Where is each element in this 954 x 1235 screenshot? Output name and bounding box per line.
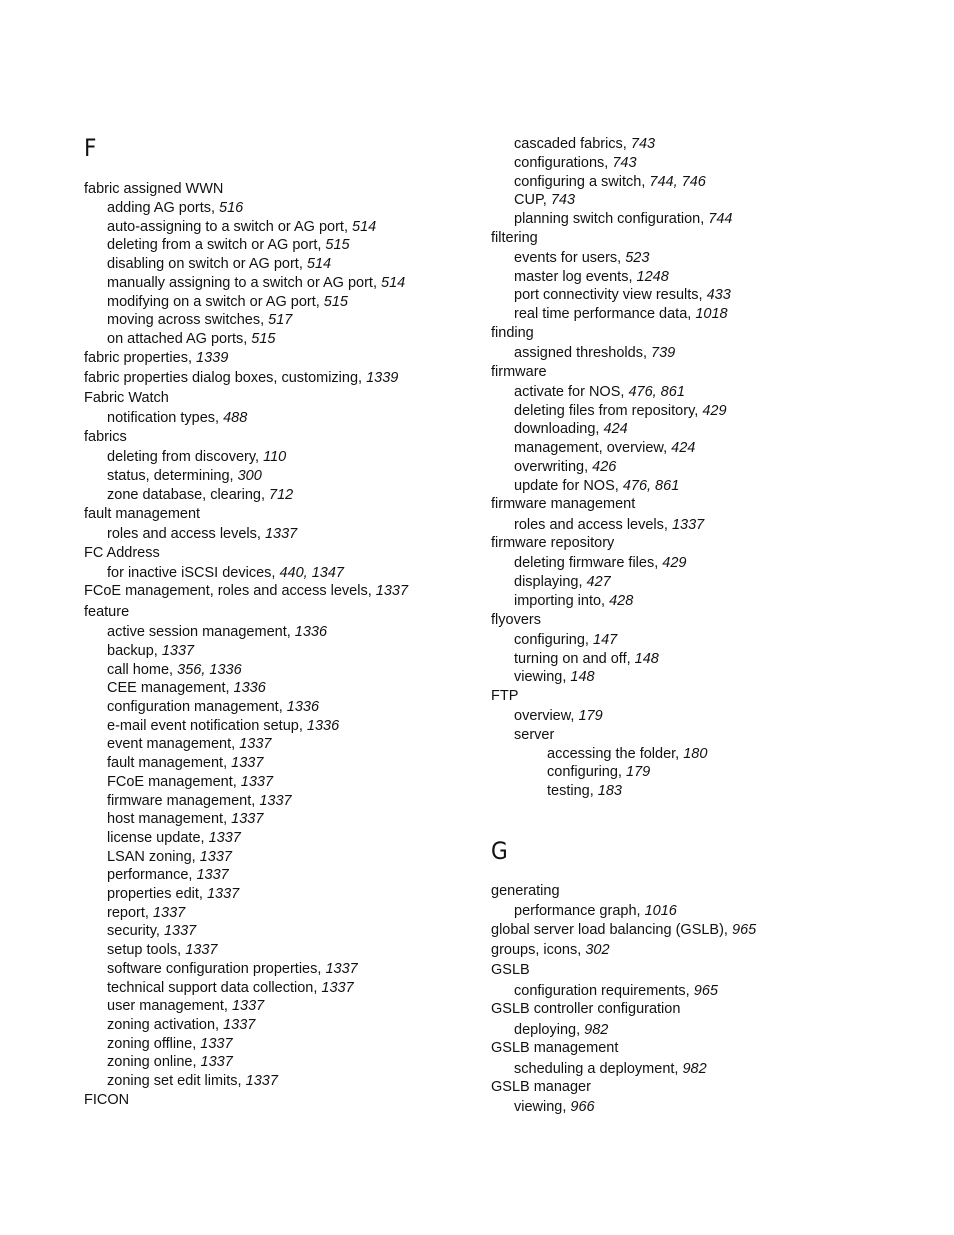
index-subentry xyxy=(107,486,293,504)
index-entry-text: LSAN zoning, xyxy=(107,849,196,865)
index-subentry xyxy=(107,1016,255,1034)
index-entry-text: groups, icons, xyxy=(491,942,582,958)
index-subentry xyxy=(514,402,727,420)
index-entry-text: technical support data collection, xyxy=(107,980,318,996)
index-entry-text: master log events, xyxy=(514,269,633,285)
index-page-ref: 1337 xyxy=(152,905,186,921)
index-entry-text: event management, xyxy=(107,736,236,752)
index-entry xyxy=(491,611,541,629)
index-page-ref: 744, 746 xyxy=(649,174,706,190)
index-page-ref: 476, 861 xyxy=(628,384,685,400)
index-entry-text: events for users, xyxy=(514,250,622,266)
index-subentry xyxy=(107,409,247,427)
index-subentry xyxy=(514,439,695,457)
index-entry-text: zoning set edit limits, xyxy=(107,1073,242,1089)
index-entry-text: feature xyxy=(84,604,130,620)
index-page-ref: 1339 xyxy=(196,350,229,366)
index-entry-text: FC Address xyxy=(84,545,160,561)
index-page-ref: 514 xyxy=(381,275,406,291)
index-entry xyxy=(491,882,560,900)
index-entry-text: GSLB controller configuration xyxy=(491,1001,681,1017)
index-page-ref: 1336 xyxy=(233,680,266,696)
index-page-ref: 110 xyxy=(263,449,287,465)
index-entry-text: security, xyxy=(107,923,160,939)
index-subentry xyxy=(107,773,273,791)
index-page-ref: 1337 xyxy=(185,942,218,958)
index-subentry xyxy=(514,268,669,286)
index-page-ref: 429 xyxy=(702,403,727,419)
index-entry-text: viewing, xyxy=(514,669,567,685)
index-entry-text: setup tools, xyxy=(107,942,182,958)
index-subentry xyxy=(514,420,628,438)
index-subentry xyxy=(514,344,675,362)
index-page-ref: 1337 xyxy=(375,583,409,599)
index-page-ref: 424 xyxy=(671,440,696,456)
index-entry-text: fabrics xyxy=(84,429,127,445)
index-page-ref: 424 xyxy=(603,421,628,437)
index-entry xyxy=(491,1078,591,1096)
index-subentry xyxy=(514,573,611,591)
index-subentry xyxy=(107,679,266,697)
index-page-ref: 1337 xyxy=(161,643,195,659)
index-page-ref: 180 xyxy=(683,746,708,762)
index-subentry xyxy=(107,904,185,922)
index-page-ref: 1248 xyxy=(636,269,669,285)
index-page-ref: 147 xyxy=(593,632,618,648)
index-entry-text: properties edit, xyxy=(107,886,203,902)
index-subentry xyxy=(107,255,331,273)
index-page-ref: 514 xyxy=(306,256,332,272)
index-subentry xyxy=(514,631,617,649)
index-entry-text: FCoE management, roles and access levels, xyxy=(84,583,372,599)
index-page-ref: 739 xyxy=(651,345,676,361)
index-page-ref: 743 xyxy=(550,192,576,208)
index-subentry xyxy=(514,249,649,267)
index-entry-text: port connectivity view results, xyxy=(514,287,703,303)
index-subentry xyxy=(107,735,271,753)
index-entry-text: overview, xyxy=(514,708,575,724)
index-entry-text: license update, xyxy=(107,830,205,846)
index-subentry xyxy=(107,293,348,311)
index-subentry xyxy=(514,191,575,209)
index-page-ref: 1337 xyxy=(231,755,264,771)
index-entry-text: Fabric Watch xyxy=(84,390,169,406)
index-subentry xyxy=(107,642,194,660)
index-entry-text: e-mail event notification setup, xyxy=(107,718,303,734)
index-entry xyxy=(84,389,169,407)
index-entry-text: auto-assigning to a switch or AG port, xyxy=(107,219,348,235)
index-entry-text: viewing, xyxy=(514,1099,567,1115)
index-subentry xyxy=(514,650,659,668)
index-page-ref: 148 xyxy=(634,651,659,667)
index-entry xyxy=(491,941,610,959)
index-entry xyxy=(84,349,228,367)
index-entry xyxy=(84,369,398,387)
index-entry-text: real time performance data, xyxy=(514,306,692,322)
index-entry-text: status, determining, xyxy=(107,468,234,484)
index-subentry xyxy=(107,829,241,847)
index-entry xyxy=(84,1091,129,1109)
index-subentry xyxy=(107,941,217,959)
index-subentry xyxy=(107,330,276,348)
index-page-ref: 515 xyxy=(325,237,350,253)
index-entry-text: manually assigning to a switch or AG port, xyxy=(107,275,377,291)
index-entry-text: fabric properties, xyxy=(84,350,192,366)
index-entry-text: firmware repository xyxy=(491,535,615,551)
index-page-ref: 965 xyxy=(693,983,718,999)
index-entry xyxy=(84,505,200,523)
index-entry-text: user management, xyxy=(107,998,228,1014)
index-entry-text: for inactive iSCSI devices, xyxy=(107,565,276,581)
index-entry-text: planning switch configuration, xyxy=(514,211,705,227)
index-subentry xyxy=(107,448,286,466)
index-entry-text: modifying on a switch or AG port, xyxy=(107,294,320,310)
index-page-ref: 426 xyxy=(592,459,617,475)
index-entry-text: firmware management, xyxy=(107,793,256,809)
index-page-ref: 1336 xyxy=(306,718,340,734)
index-entry-text: notification types, xyxy=(107,410,220,426)
index-page-ref: 712 xyxy=(269,487,294,503)
index-entry-text: activate for NOS, xyxy=(514,384,625,400)
index-page-ref: 179 xyxy=(626,764,651,780)
index-page-ref: 1336 xyxy=(294,624,328,640)
index-entry-text: host management, xyxy=(107,811,228,827)
index-subentry xyxy=(514,982,718,1000)
index-entry-text: GSLB manager xyxy=(491,1079,591,1095)
index-subentry xyxy=(107,623,327,641)
index-entry-text: filtering xyxy=(491,230,538,246)
index-page-ref: 1337 xyxy=(206,886,240,902)
index-entry-text: zoning offline, xyxy=(107,1036,197,1052)
index-subentry xyxy=(107,236,350,254)
index-page-ref: 1337 xyxy=(200,1036,233,1052)
index-subentry xyxy=(514,458,616,476)
index-entry-text: FCoE management, xyxy=(107,774,237,790)
index-page-ref: 356, 1336 xyxy=(177,662,242,678)
index-entry-text: configuration requirements, xyxy=(514,983,690,999)
index-subentry xyxy=(107,661,242,679)
index-page-ref: 1018 xyxy=(695,306,728,322)
section-letter-heading: G xyxy=(491,837,509,865)
index-entry-text: CEE management, xyxy=(107,680,230,696)
index-page-ref: 1337 xyxy=(196,867,229,883)
index-entry-text: configurations, xyxy=(514,155,609,171)
index-page-ref: 517 xyxy=(268,312,293,328)
index-page-ref: 1337 xyxy=(245,1073,278,1089)
index-subentry xyxy=(107,1053,233,1071)
index-entry xyxy=(491,1039,618,1057)
index-page-ref: 429 xyxy=(662,555,687,571)
index-subentry xyxy=(107,922,196,940)
index-entry-text: software configuration properties, xyxy=(107,961,322,977)
index-subentry xyxy=(107,866,229,884)
index-page-ref: 1337 xyxy=(671,517,705,533)
index-entry-text: disabling on switch or AG port, xyxy=(107,256,303,272)
index-entry-text: deploying, xyxy=(514,1022,581,1038)
index-entry-text: fault management, xyxy=(107,755,228,771)
index-entry-text: fabric properties dialog boxes, customizing, xyxy=(84,370,363,386)
index-page-ref: 744 xyxy=(708,211,733,227)
index-page-ref: 488 xyxy=(223,410,248,426)
index-subentry xyxy=(514,1021,608,1039)
index-subentry xyxy=(514,516,704,534)
index-entry-text: zoning online, xyxy=(107,1054,197,1070)
index-subentry xyxy=(514,210,732,228)
index-subentry xyxy=(107,754,263,772)
index-entry xyxy=(491,534,614,552)
index-subentry xyxy=(514,154,637,172)
index-page-ref: 966 xyxy=(570,1099,595,1115)
index-entry xyxy=(84,544,160,562)
index-page-ref: 433 xyxy=(706,287,731,303)
index-entry-text: active session management, xyxy=(107,624,291,640)
index-subentry xyxy=(107,717,339,735)
index-subentry xyxy=(107,218,376,236)
index-page-ref: 965 xyxy=(732,922,757,938)
index-entry xyxy=(491,961,530,979)
index-entry-text: cascaded fabrics, xyxy=(514,136,627,152)
index-entry-text: FICON xyxy=(84,1092,130,1108)
index-page-ref: 1337 xyxy=(321,980,354,996)
index-entry-text: turning on and off, xyxy=(514,651,631,667)
index-subentry xyxy=(514,305,728,323)
index-entry-text: management, overview, xyxy=(514,440,668,456)
index-page-ref: 523 xyxy=(625,250,650,266)
index-subentry xyxy=(547,745,707,763)
index-subentry xyxy=(107,792,292,810)
index-entry-text: report, xyxy=(107,905,149,921)
index-entry xyxy=(491,363,547,381)
index-subentry xyxy=(107,274,405,292)
index-subentry xyxy=(514,477,679,495)
index-entry-text: on attached AG ports, xyxy=(107,331,248,347)
index-entry-text: zoning activation, xyxy=(107,1017,220,1033)
index-page-ref: 743 xyxy=(612,155,637,171)
index-subentry xyxy=(514,592,633,610)
index-entry-text: scheduling a deployment, xyxy=(514,1061,679,1077)
index-page-ref: 1336 xyxy=(286,699,320,715)
index-page-ref: 1337 xyxy=(208,830,241,846)
index-entry-text: deleting from discovery, xyxy=(107,449,260,465)
index-entry-text: flyovers xyxy=(491,612,541,628)
index-page-ref: 743 xyxy=(630,136,656,152)
index-subentry xyxy=(107,467,262,485)
index-entry xyxy=(84,180,223,198)
index-page-ref: 1337 xyxy=(231,811,264,827)
index-entry-text: performance, xyxy=(107,867,193,883)
index-entry-text: generating xyxy=(491,883,560,899)
index-page-ref: 179 xyxy=(578,708,603,724)
index-entry-text: finding xyxy=(491,325,534,341)
index-entry-text: displaying, xyxy=(514,574,583,590)
index-entry xyxy=(491,495,635,513)
index-subentry xyxy=(514,135,655,153)
index-subentry xyxy=(514,554,686,572)
index-entry-text: accessing the folder, xyxy=(547,746,680,762)
index-subentry xyxy=(107,698,319,716)
index-subentry xyxy=(514,1098,595,1116)
index-page-ref: 516 xyxy=(219,200,244,216)
index-entry-text: deleting files from repository, xyxy=(514,403,699,419)
index-subentry xyxy=(107,997,264,1015)
index-page-ref: 300 xyxy=(237,468,262,484)
index-entry xyxy=(491,921,756,939)
index-entry-text: CUP, xyxy=(514,192,547,208)
index-entry xyxy=(84,603,129,621)
index-entry-text: firmware xyxy=(491,364,547,380)
index-page-ref: 148 xyxy=(570,669,595,685)
index-subentry xyxy=(514,383,685,401)
index-entry xyxy=(84,428,127,446)
index-subentry xyxy=(547,763,650,781)
index-page-ref: 982 xyxy=(682,1061,707,1077)
index-page-ref: 515 xyxy=(251,331,276,347)
index-entry-text: GSLB xyxy=(491,962,530,978)
index-entry-text: deleting firmware files, xyxy=(514,555,659,571)
index-page-ref: 1337 xyxy=(325,961,358,977)
index-entry xyxy=(491,687,518,705)
index-entry-text: backup, xyxy=(107,643,158,659)
index-subentry xyxy=(107,525,297,543)
index-entry-text: configuration management, xyxy=(107,699,283,715)
index-page-ref: 1337 xyxy=(239,736,272,752)
index-entry-text: downloading, xyxy=(514,421,600,437)
index-entry-text: deleting from a switch or AG port, xyxy=(107,237,322,253)
index-subentry xyxy=(514,1060,707,1078)
index-subentry xyxy=(107,199,243,217)
index-subentry xyxy=(514,286,731,304)
index-page-ref: 302 xyxy=(585,942,610,958)
index-entry-text: call home, xyxy=(107,662,174,678)
index-subentry xyxy=(107,311,292,329)
index-entry-text: configuring, xyxy=(547,764,622,780)
index-subentry xyxy=(514,668,595,686)
index-page-ref: 440, 1347 xyxy=(279,565,344,581)
index-page-ref: 1337 xyxy=(223,1017,256,1033)
index-entry-text: roles and access levels, xyxy=(514,517,668,533)
index-page-ref: 1337 xyxy=(240,774,274,790)
index-entry-text: fabric assigned WWN xyxy=(84,181,224,197)
index-entry-text: firmware management xyxy=(491,496,636,512)
index-subentry xyxy=(514,707,603,725)
index-entry-text: roles and access levels, xyxy=(107,526,261,542)
index-subentry xyxy=(107,979,354,997)
index-page-ref: 1339 xyxy=(366,370,399,386)
index-page-ref: 1337 xyxy=(200,1054,233,1070)
index-entry-text: performance graph, xyxy=(514,903,641,919)
index-page-ref: 1337 xyxy=(199,849,232,865)
index-entry-text: GSLB management xyxy=(491,1040,619,1056)
index-page-ref: 427 xyxy=(586,574,611,590)
index-entry-text: fault management xyxy=(84,506,201,522)
index-subentry xyxy=(514,902,677,920)
index-entry-text: update for NOS, xyxy=(514,478,619,494)
index-subentry xyxy=(107,960,358,978)
index-entry-text: importing into, xyxy=(514,593,606,609)
index-entry-text: global server load balancing (GSLB), xyxy=(491,922,728,938)
section-letter-heading: F xyxy=(84,134,97,162)
index-page-ref: 515 xyxy=(323,294,348,310)
index-subentry xyxy=(107,564,344,582)
index-subentry xyxy=(107,1072,278,1090)
index-page-ref: 1337 xyxy=(163,923,197,939)
index-entry-text: configuring a switch, xyxy=(514,174,646,190)
index-page-ref: 428 xyxy=(609,593,634,609)
index-entry xyxy=(491,324,534,342)
index-entry-text: moving across switches, xyxy=(107,312,265,328)
index-page-ref: 514 xyxy=(352,219,377,235)
index-page-ref: 1016 xyxy=(644,903,677,919)
index-entry-text: zone database, clearing, xyxy=(107,487,265,503)
index-subentry xyxy=(107,810,263,828)
index-entry-text: server xyxy=(514,727,555,743)
index-page-ref: 1337 xyxy=(231,998,265,1014)
index-page-ref: 1337 xyxy=(259,793,292,809)
index-page-ref: 183 xyxy=(597,783,622,799)
index-subentry xyxy=(547,782,622,800)
index-entry-text: configuring, xyxy=(514,632,589,648)
index-subentry xyxy=(514,726,554,744)
index-entry-text: testing, xyxy=(547,783,594,799)
index-entry-text: adding AG ports, xyxy=(107,200,216,216)
index-entry xyxy=(84,582,408,600)
index-entry-text: assigned thresholds, xyxy=(514,345,647,361)
index-subentry xyxy=(514,173,706,191)
index-page-ref: 476, 861 xyxy=(622,478,680,494)
index-subentry xyxy=(107,1035,233,1053)
index-entry-text: FTP xyxy=(491,688,519,704)
index-entry xyxy=(491,229,538,247)
index-page-ref: 1337 xyxy=(264,526,298,542)
index-entry xyxy=(491,1000,680,1018)
index-subentry xyxy=(107,848,232,866)
index-subentry xyxy=(107,885,239,903)
index-page-ref: 982 xyxy=(584,1022,609,1038)
index-entry-text: overwriting, xyxy=(514,459,589,475)
